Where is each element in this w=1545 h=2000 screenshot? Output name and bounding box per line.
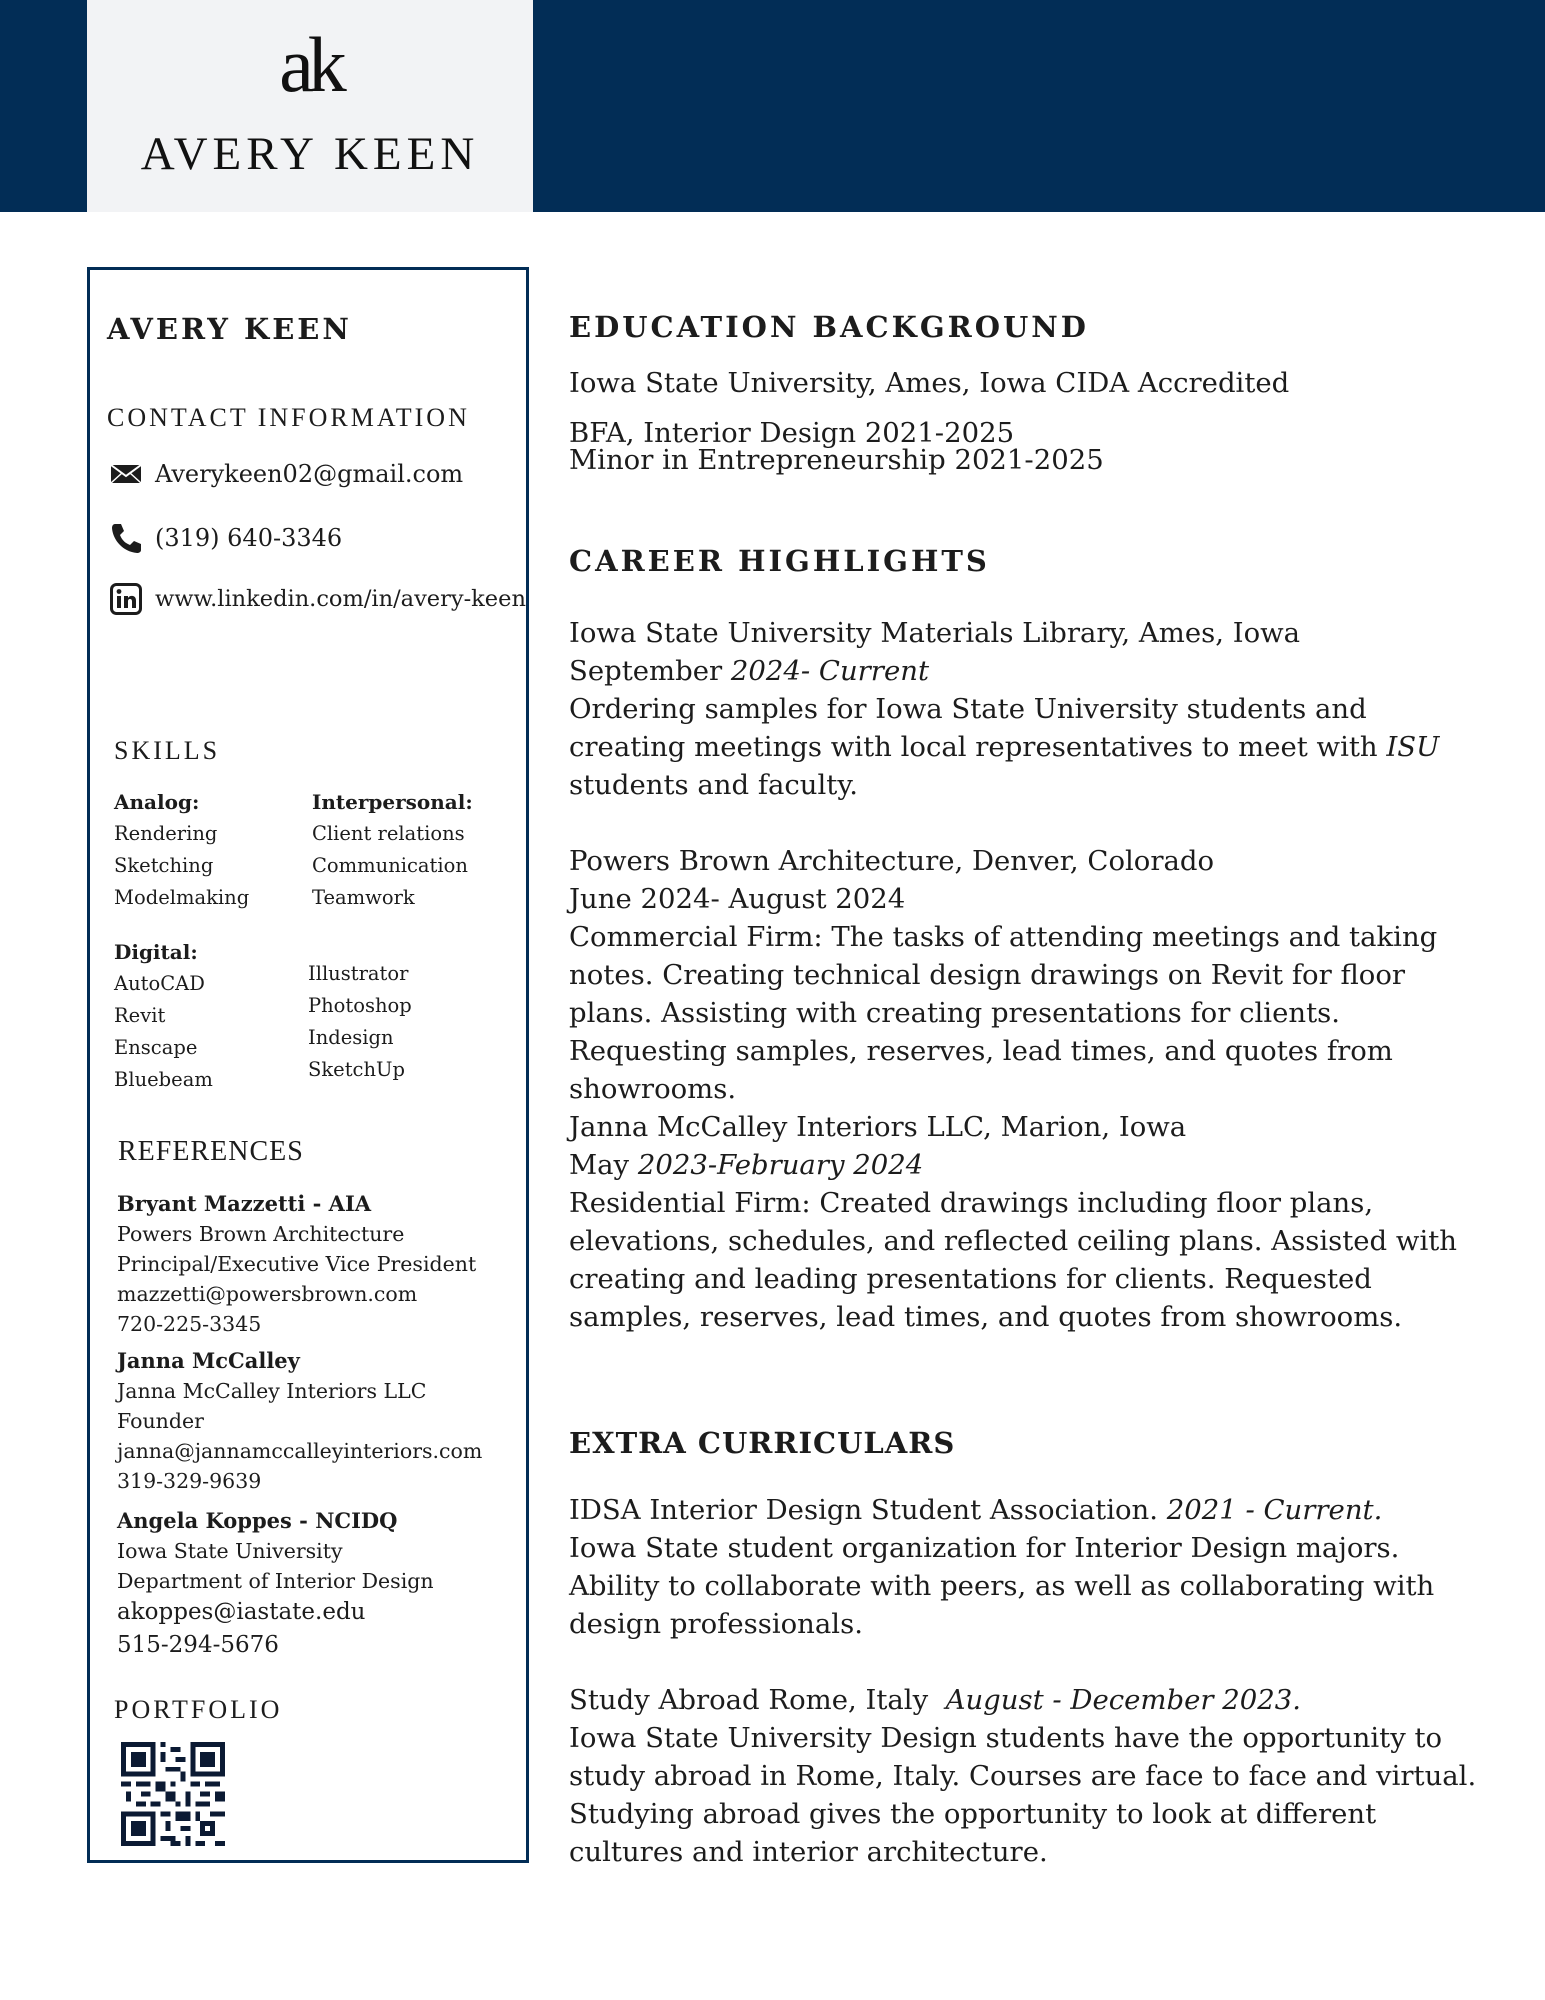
skill-item: Revit [114,1004,166,1027]
job-place: Janna McCalley Interiors LLC, Marion, Iowa [569,1111,1187,1143]
skill-item: SketchUp [308,1058,405,1081]
job-date: May 2023-February 2024 [569,1149,924,1181]
contact-phone-row[interactable] [109,521,342,555]
reference-org: Powers Brown Architecture [117,1222,405,1246]
skill-item: Rendering [114,822,218,845]
reference-name: Angela Koppes - NCIDQ [117,1508,398,1533]
skill-item: Sketching [114,854,214,877]
skill-item: Teamwork [312,886,415,909]
reference-org: Janna McCalley Interiors LLC [117,1379,427,1403]
skill-item: Illustrator [308,962,409,985]
reference-name: Janna McCalley [117,1348,300,1373]
reference-phone: 319-329-9639 [117,1469,262,1493]
job-date: June 2024- August 2024 [569,883,906,915]
qr-code[interactable] [121,1742,225,1846]
reference-3 [117,1506,434,1662]
contact-linkedin[interactable]: www.linkedin.com/in/avery-keen [155,586,526,612]
skill-item: Modelmaking [114,886,250,909]
reference-name: Bryant Mazzetti - AIA [117,1191,372,1216]
extra-title: IDSA Interior Design Student Association. 2021 - Current. [569,1494,1383,1526]
career-heading: CAREER HIGHLIGHTS [569,544,990,578]
job-date: September 2024- Current [569,655,929,687]
reference-org: Iowa State University [117,1539,343,1563]
sidebar-name: AVERY KEEN [107,312,352,346]
reference-2 [117,1346,482,1496]
skill-item: Indesign [308,1026,394,1049]
job-place: Powers Brown Architecture, Denver, Colorado [569,845,1215,877]
logo-box [87,0,533,212]
skills-digital [114,936,213,1096]
extra-1 [569,1491,1489,1643]
extra-description: Iowa State University Design students have the opportunity to study abroad in Rome, Italy. Courses are face to face and virtual. Studying abroad gives the opportunity to look at different cultures and interior architecture. [569,1722,1477,1868]
phone-icon [109,521,143,555]
skills-interpersonal-title: Interpersonal: [312,790,473,814]
job-description: Commercial Firm: The tasks of attending meetings and taking notes. Creating technical design drawings on Revit for floor plans. Assisting with creating presentations for clients. Requesting samples, reserves, lead times, and quotes from showrooms. [569,921,1438,1105]
skill-item: Enscape [114,1036,198,1059]
skills-digital-title: Digital: [114,940,198,964]
extra-heading: EXTRA CURRICULARS [569,1426,956,1460]
job-2 [569,842,1489,1108]
reference-1 [117,1189,476,1339]
education-minor: Minor in Entrepreneurship 2021-2025 [569,444,1104,476]
contact-email-row[interactable] [109,457,463,491]
header-name: AVERY KEEN [140,128,480,180]
reference-phone: 515-294-5676 [117,1632,279,1658]
skill-item: Communication [312,854,468,877]
education-school: Iowa State University, Ames, Iowa CIDA Accredited [569,367,1290,399]
contact-phone[interactable]: (319) 640-3346 [155,524,343,552]
education-heading: EDUCATION BACKGROUND [569,310,1089,344]
skills-interpersonal [312,786,473,914]
skills-analog [114,786,249,914]
skills-heading: SKILLS [114,736,221,765]
skill-item: Client relations [312,822,465,845]
reference-email[interactable]: akoppes@iastate.edu [117,1599,366,1625]
extra-title: Study Abroad Rome, Italy August - December 2023. [569,1684,1302,1716]
portfolio-heading: PORTFOLIO [114,1695,283,1724]
contact-email[interactable]: Averykeen02@gmail.com [155,460,464,488]
skills-digital-right [308,958,412,1086]
education-degree: BFA, Interior Design 2021-2025 [569,417,1015,449]
skill-item: Photoshop [308,994,412,1017]
job-place: Iowa State University Materials Library, Ames, Iowa [569,617,1301,649]
reference-title: Founder [117,1409,204,1433]
skill-item: Bluebeam [114,1068,213,1091]
reference-phone: 720-225-3345 [117,1312,262,1336]
job-3 [569,1108,1489,1336]
contact-linkedin-row[interactable] [109,582,526,616]
envelope-icon [109,457,143,491]
reference-email[interactable]: janna@jannamccalleyinteriors.com [117,1439,483,1463]
references-heading: REFERENCES [118,1136,304,1167]
skills-analog-title: Analog: [114,790,200,814]
extra-description: Iowa State student organization for Interior Design majors. Ability to collaborate with peers, as well as collaborating with design professionals. [569,1532,1435,1640]
job-1 [569,614,1489,804]
linkedin-icon [109,582,143,616]
reference-email[interactable]: mazzetti@powersbrown.com [117,1282,418,1306]
contact-heading: CONTACT INFORMATION [107,403,470,432]
monogram-logo: ak [279,21,341,108]
extra-2 [569,1681,1489,1871]
reference-title: Department of Interior Design [117,1569,434,1593]
sidebar [87,267,529,1863]
job-description: Ordering samples for Iowa State University students and creating meetings with local representatives to meet with ISU students and faculty. [569,693,1440,801]
reference-title: Principal/Executive Vice President [117,1252,477,1276]
skill-item: AutoCAD [114,972,205,995]
job-description: Residential Firm: Created drawings including floor plans, elevations, schedules, and reflected ceiling plans. Assisted with creating and leading presentations for clients. Requested samples, reserves, lead times, and quotes from showrooms. [569,1187,1458,1333]
